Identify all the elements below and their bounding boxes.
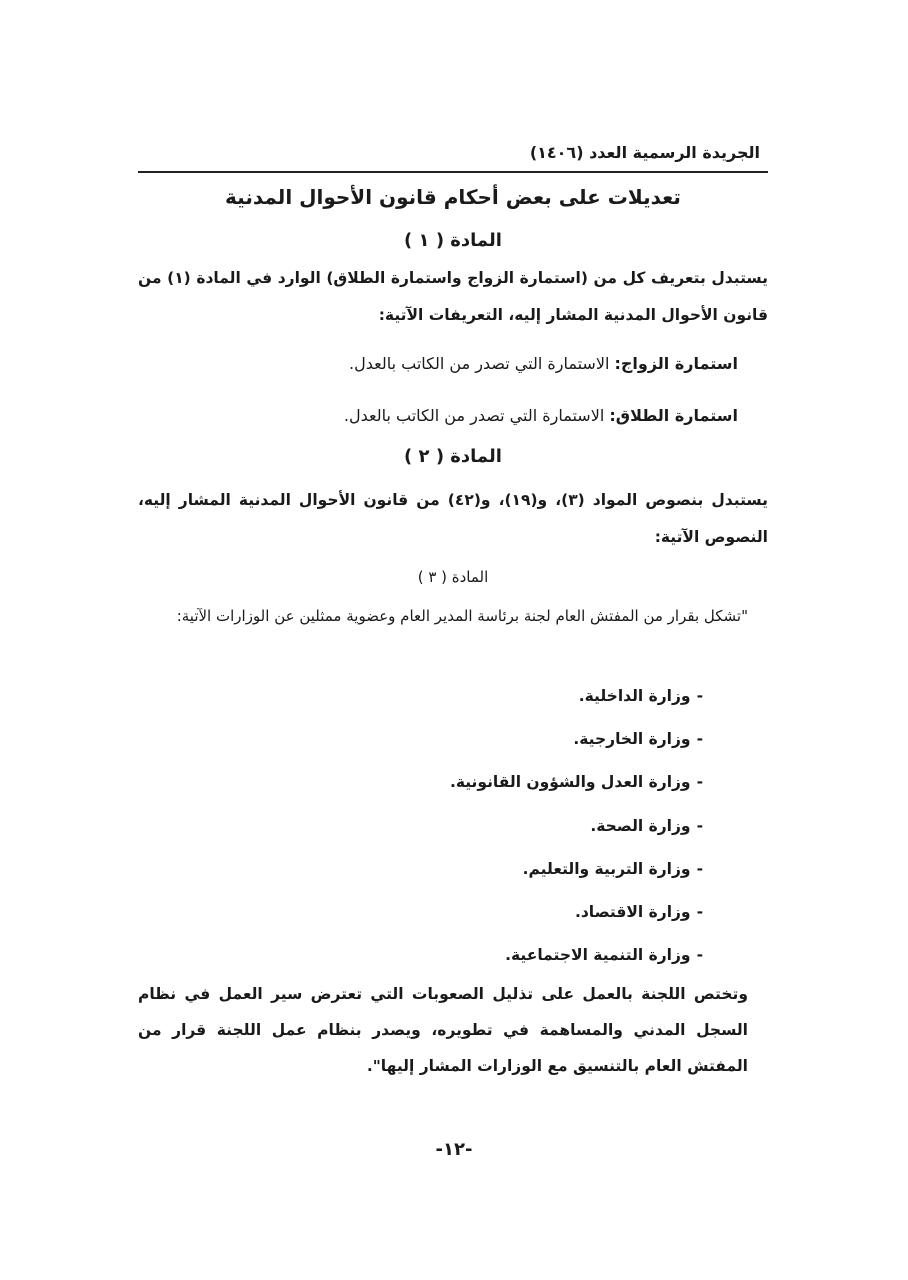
list-dash: - xyxy=(696,773,703,792)
article-2-body: يستبدل بنصوص المواد (٣)، و(١٩)، و(٤٢) من قانون الأحوال المدنية المشار إليه، النصوص الآتية: xyxy=(138,491,769,546)
article-1-body: يستبدل بتعريف كل من (استمارة الزواج واستمارة الطلاق) الوارد في المادة (١) من قانون الأحوال المدنية المشار إليه، التعريفات الآتية: xyxy=(138,269,769,324)
article-3-intro: "تشكل بقرار من المفتش العام لجنة برئاسة المدير العام وعضوية ممثلين عن الوزارات الآتية: xyxy=(176,607,748,625)
article-1-heading: المادة ( ١ ) xyxy=(404,230,502,251)
ministry-name: وزارة العدل والشؤون القانونية. xyxy=(449,773,691,792)
list-item xyxy=(283,682,703,725)
definition-term: استمارة الطلاق: xyxy=(609,406,738,425)
list-item xyxy=(283,768,703,811)
definition-marriage-form xyxy=(178,349,738,379)
running-header xyxy=(138,141,768,173)
list-dash: - xyxy=(696,902,703,921)
definition-text: الاستمارة التي تصدر من الكاتب بالعدل. xyxy=(349,354,615,373)
list-item xyxy=(283,725,703,768)
list-dash: - xyxy=(696,859,703,878)
list-dash: - xyxy=(696,687,703,705)
list-dash: - xyxy=(696,816,703,835)
list-item xyxy=(283,812,703,855)
ministry-name: وزارة التربية والتعليم. xyxy=(522,859,691,878)
article-3-heading: المادة ( ٣ ) xyxy=(417,568,489,586)
article-2-heading: المادة ( ٢ ) xyxy=(404,446,502,467)
ministries-list xyxy=(283,682,703,984)
ministry-name: وزارة التنمية الاجتماعية. xyxy=(505,946,691,965)
article-3-closing: وتختص اللجنة بالعمل على تذليل الصعوبات التي تعترض سير العمل في نظام السجل المدني والمساهمة في تطويره، ويصدر بنظام عمل اللجنة قرار من المفتش العام بالتنسيق مع الوزارات المشار إليها". xyxy=(138,985,748,1075)
definition-text: الاستمارة التي تصدر من الكاتب بالعدل. xyxy=(343,406,610,425)
ministry-name: وزارة الخارجية. xyxy=(573,730,691,749)
list-dash: - xyxy=(696,946,703,965)
page-number: -١٢- xyxy=(435,1139,473,1160)
ministry-name: وزارة الداخلية. xyxy=(578,687,691,705)
ministry-name: وزارة الصحة. xyxy=(590,816,691,835)
running-header-title: الجريدة الرسمية العدد (١٤٠٦) xyxy=(529,143,760,162)
list-dash: - xyxy=(696,730,703,749)
list-item xyxy=(283,855,703,898)
definition-term: استمارة الزواج: xyxy=(614,354,738,373)
document-title: تعديلات على بعض أحكام قانون الأحوال المدنية xyxy=(225,185,681,209)
list-item xyxy=(283,898,703,941)
ministry-name: وزارة الاقتصاد. xyxy=(574,902,691,921)
definition-divorce-form xyxy=(178,401,738,431)
